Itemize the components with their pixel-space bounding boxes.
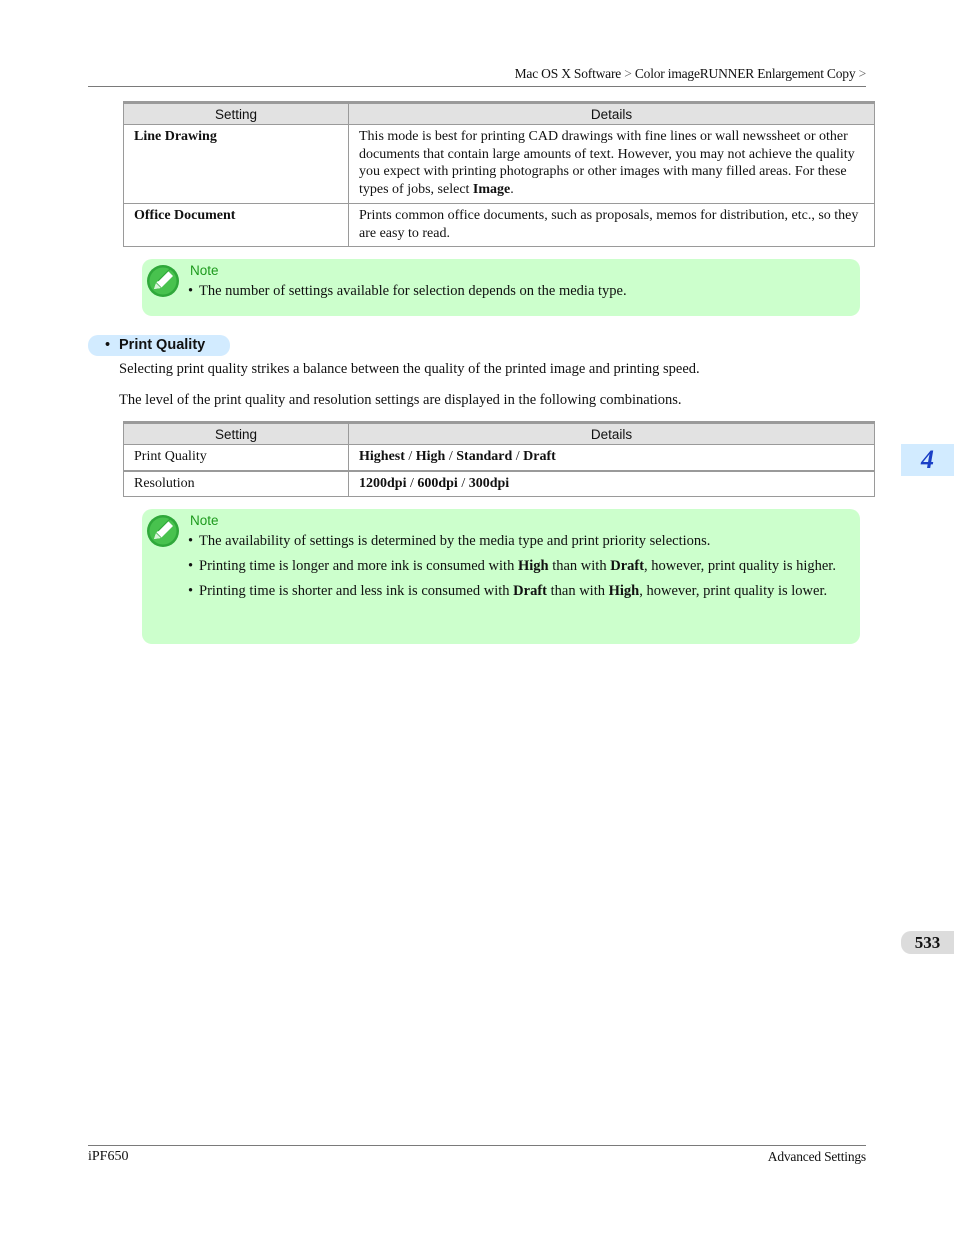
- footer-model: iPF650: [88, 1149, 129, 1164]
- paragraph: Selecting print quality strikes a balance between the quality of the printed image and printing speed.: [119, 361, 700, 377]
- breadcrumb-separator: >: [624, 66, 632, 81]
- section-title: Print Quality: [119, 337, 206, 353]
- table-row: [124, 471, 875, 497]
- note-list: [188, 532, 844, 607]
- column-header-setting: Setting: [124, 103, 349, 125]
- section-heading-print-quality: [88, 335, 230, 356]
- note-pencil-icon: [146, 514, 180, 548]
- list-item: • Printing time is longer and more ink is consumed with High than with Draft, however, print quality is higher.: [188, 558, 836, 574]
- bullet: •: [105, 337, 111, 353]
- settings-table-quality: [123, 421, 875, 497]
- setting-cell: Resolution: [124, 471, 349, 497]
- note-title: Note: [190, 513, 219, 528]
- breadcrumb-mac-os-x-software[interactable]: Mac OS X Software: [514, 66, 622, 81]
- note-box: [142, 509, 860, 644]
- footer-section: Advanced Settings: [767, 1149, 866, 1164]
- page-footer: [88, 1145, 866, 1164]
- note-list: [188, 282, 844, 307]
- setting-cell: Print Quality: [124, 445, 349, 471]
- setting-cell: Office Document: [124, 204, 349, 247]
- paragraph: The level of the print quality and resolution settings are displayed in the following combinations.: [119, 392, 682, 408]
- column-header-details: Details: [349, 423, 875, 445]
- page-header: [88, 66, 866, 87]
- note-box: [142, 259, 860, 316]
- note-title: Note: [190, 263, 219, 278]
- details-cell: Prints common office documents, such as proposals, memos for distribution, etc., so they are easy to read.: [349, 204, 875, 247]
- column-header-details: Details: [349, 103, 875, 125]
- details-cell: 1200dpi / 600dpi / 300dpi: [349, 471, 875, 497]
- page-number: 533: [901, 931, 954, 954]
- list-item: • Printing time is shorter and less ink is consumed with Draft than with High, however, print quality is lower.: [188, 583, 828, 599]
- note-pencil-icon: [146, 264, 180, 298]
- column-header-setting: Setting: [124, 423, 349, 445]
- table-row: [124, 125, 875, 204]
- breadcrumb-separator: >: [858, 66, 866, 81]
- table-row: [124, 204, 875, 247]
- details-cell: Highest / High / Standard / Draft: [349, 445, 875, 471]
- settings-table-media: [123, 101, 875, 247]
- setting-cell: Line Drawing: [124, 125, 349, 204]
- details-cell: This mode is best for printing CAD drawings with fine lines or wall newssheet or other documents that contain large amounts of text. However, you may not achieve the quality you expect with printing photographs or other images with many filled areas. For these types of jobs, select Image.: [349, 125, 875, 204]
- table-row: [124, 445, 875, 471]
- chapter-tab[interactable]: 4: [901, 444, 954, 476]
- list-item: • The number of settings available for selection depends on the media type.: [188, 283, 627, 299]
- list-item: • The availability of settings is determined by the media type and print priority selections.: [188, 533, 711, 549]
- breadcrumb-color-imagerunner[interactable]: Color imageRUNNER Enlargement Copy: [634, 66, 856, 81]
